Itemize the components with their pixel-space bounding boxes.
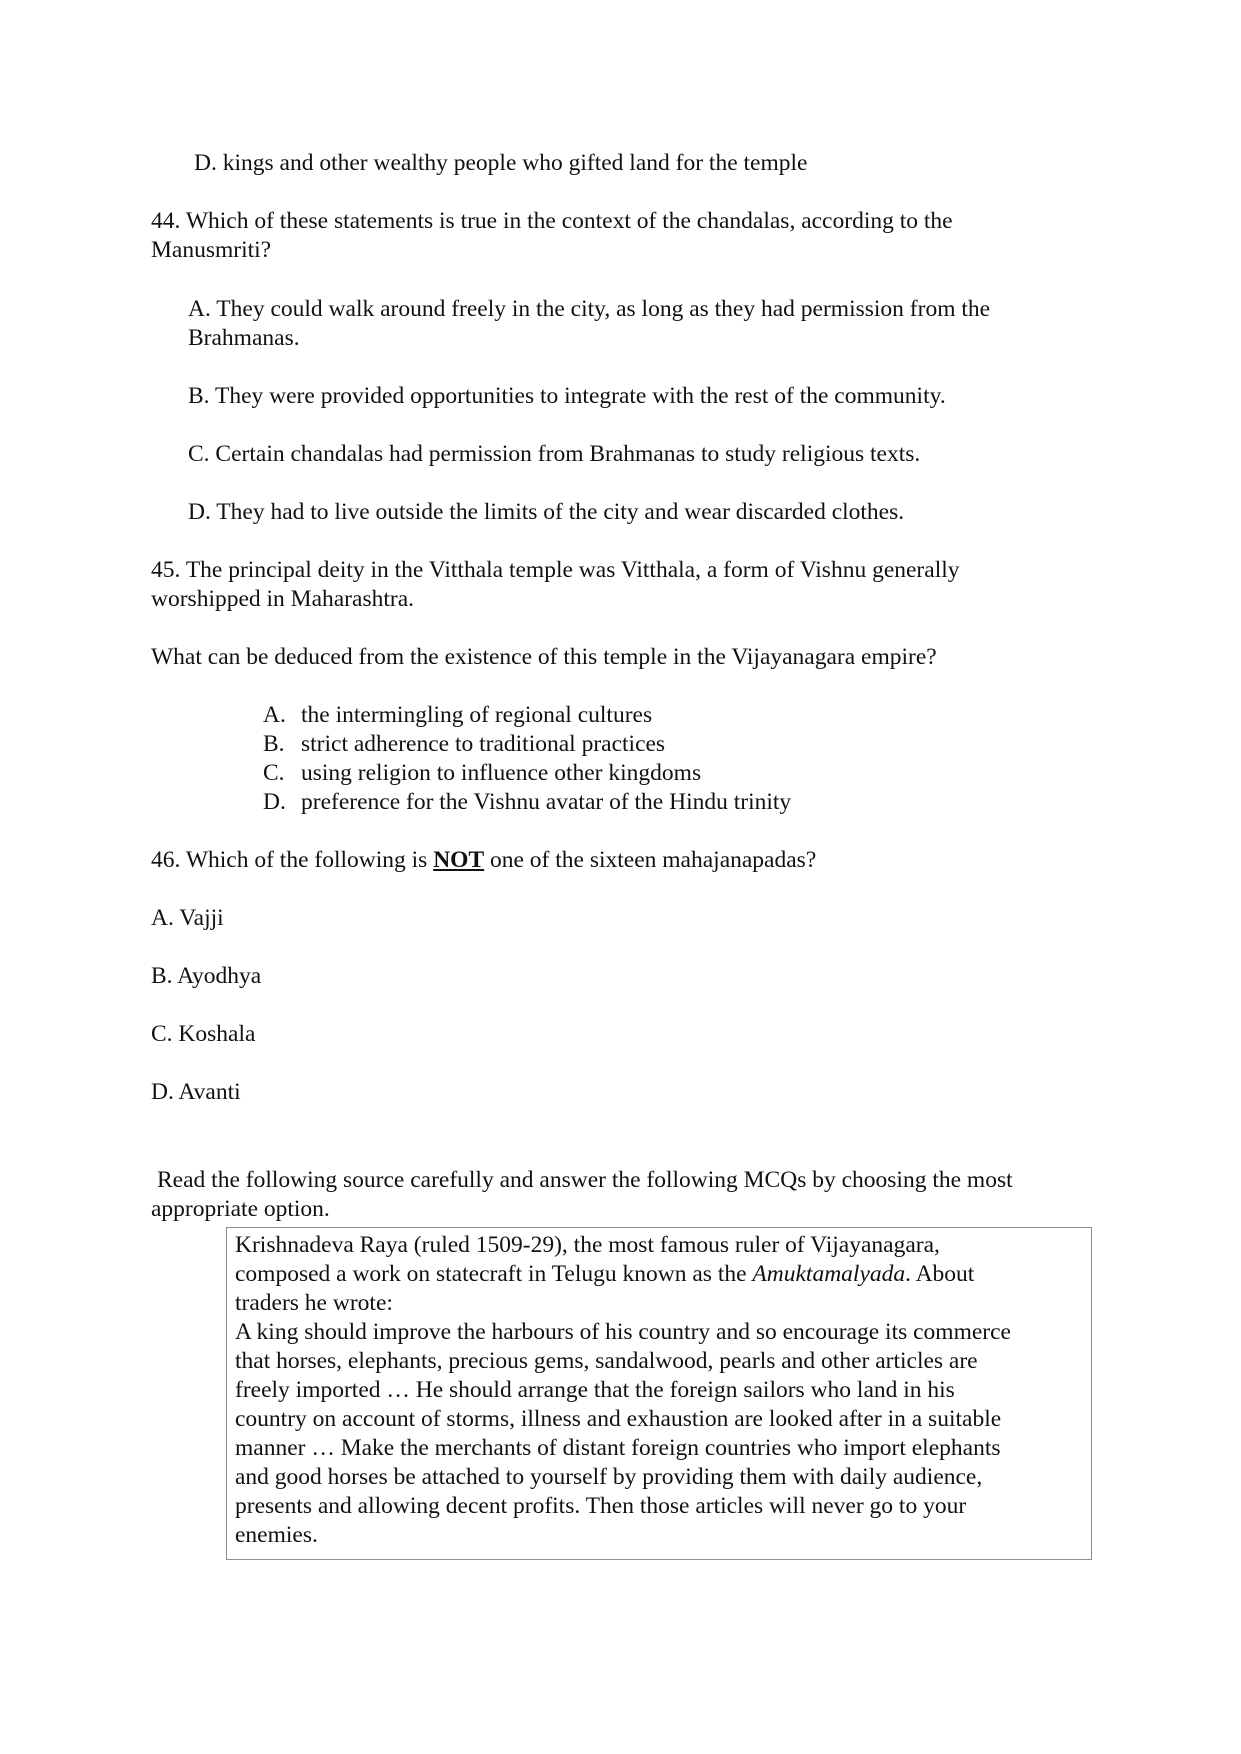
source-line-5: that horses, elephants, precious gems, sandalwood, pearls and other articles are bbox=[235, 1348, 978, 1374]
q46-question-emphasis: NOT bbox=[433, 847, 485, 873]
q45-option-c-text: using religion to influence other kingdoms bbox=[301, 760, 702, 786]
source-line-4: A king should improve the harbours of his country and so encourage its commerce bbox=[235, 1319, 1011, 1345]
source-line-2-before: composed a work on statecraft in Telugu known as the bbox=[235, 1261, 753, 1287]
source-line-9: and good horses be attached to yourself by providing them with daily audience, bbox=[235, 1464, 983, 1490]
source-book-title: Amuktamalyada bbox=[752, 1261, 906, 1287]
source-line-10: presents and allowing decent profits. Then those articles will never go to your bbox=[235, 1493, 967, 1519]
q46-option-d: D. Avanti bbox=[151, 1079, 241, 1105]
source-instructions-line1: Read the following source carefully and answer the following MCQs by choosing the most bbox=[157, 1167, 1013, 1193]
q46-option-b: B. Ayodhya bbox=[151, 963, 262, 989]
q45-option-c-letter: C. bbox=[263, 760, 285, 786]
q45-option-d-text: preference for the Vishnu avatar of the Hindu trinity bbox=[301, 789, 792, 815]
q45-question-line1: 45. The principal deity in the Vitthala temple was Vitthala, a form of Vishnu generally bbox=[151, 557, 960, 583]
q44-question-line2: Manusmriti? bbox=[151, 237, 272, 263]
q45-option-a-letter: A. bbox=[263, 702, 286, 728]
q46-question-before: 46. Which of the following is bbox=[151, 847, 434, 873]
q43-option-d: D. kings and other wealthy people who gifted land for the temple bbox=[194, 150, 808, 176]
q45-option-b-text: strict adherence to traditional practices bbox=[301, 731, 666, 757]
q44-option-c: C. Certain chandalas had permission from Brahmanas to study religious texts. bbox=[188, 441, 921, 467]
source-line-6: freely imported … He should arrange that the foreign sailors who land in his bbox=[235, 1377, 955, 1403]
q45-option-b bbox=[263, 730, 665, 759]
q45-option-d bbox=[263, 788, 791, 817]
q45-option-a-text: the intermingling of regional cultures bbox=[301, 702, 653, 728]
source-line-2 bbox=[235, 1260, 974, 1289]
q44-option-d: D. They had to live outside the limits of the city and wear discarded clothes. bbox=[188, 499, 905, 525]
q46-option-a: A. Vajji bbox=[151, 905, 224, 931]
source-line-2-after: . About bbox=[905, 1261, 975, 1287]
q45-option-a bbox=[263, 701, 652, 730]
source-line-3: traders he wrote: bbox=[235, 1290, 393, 1316]
source-line-1: Krishnadeva Raya (ruled 1509-29), the most famous ruler of Vijayanagara, bbox=[235, 1232, 940, 1258]
source-box bbox=[226, 1227, 1092, 1560]
source-line-7: country on account of storms, illness and exhaustion are looked after in a suitable bbox=[235, 1406, 1002, 1432]
q46-question bbox=[151, 846, 816, 875]
q45-question-line3: What can be deduced from the existence of this temple in the Vijayanagara empire? bbox=[151, 644, 937, 670]
q44-question-line1: 44. Which of these statements is true in the context of the chandalas, according to the bbox=[151, 208, 953, 234]
source-line-8: manner … Make the merchants of distant foreign countries who import elephants bbox=[235, 1435, 1001, 1461]
q44-option-b: B. They were provided opportunities to integrate with the rest of the community. bbox=[188, 383, 946, 409]
q44-option-a-line1: A. They could walk around freely in the city, as long as they had permission from the bbox=[188, 296, 991, 322]
q45-option-d-letter: D. bbox=[263, 789, 286, 815]
source-instructions-line2: appropriate option. bbox=[151, 1196, 330, 1222]
q45-question-line2: worshipped in Maharashtra. bbox=[151, 586, 414, 612]
source-line-11: enemies. bbox=[235, 1522, 318, 1548]
q45-option-b-letter: B. bbox=[263, 731, 285, 757]
q46-option-c: C. Koshala bbox=[151, 1021, 256, 1047]
q44-option-a-line2: Brahmanas. bbox=[188, 325, 300, 351]
q45-option-c bbox=[263, 759, 701, 788]
q46-question-after: one of the sixteen mahajanapadas? bbox=[484, 847, 817, 873]
